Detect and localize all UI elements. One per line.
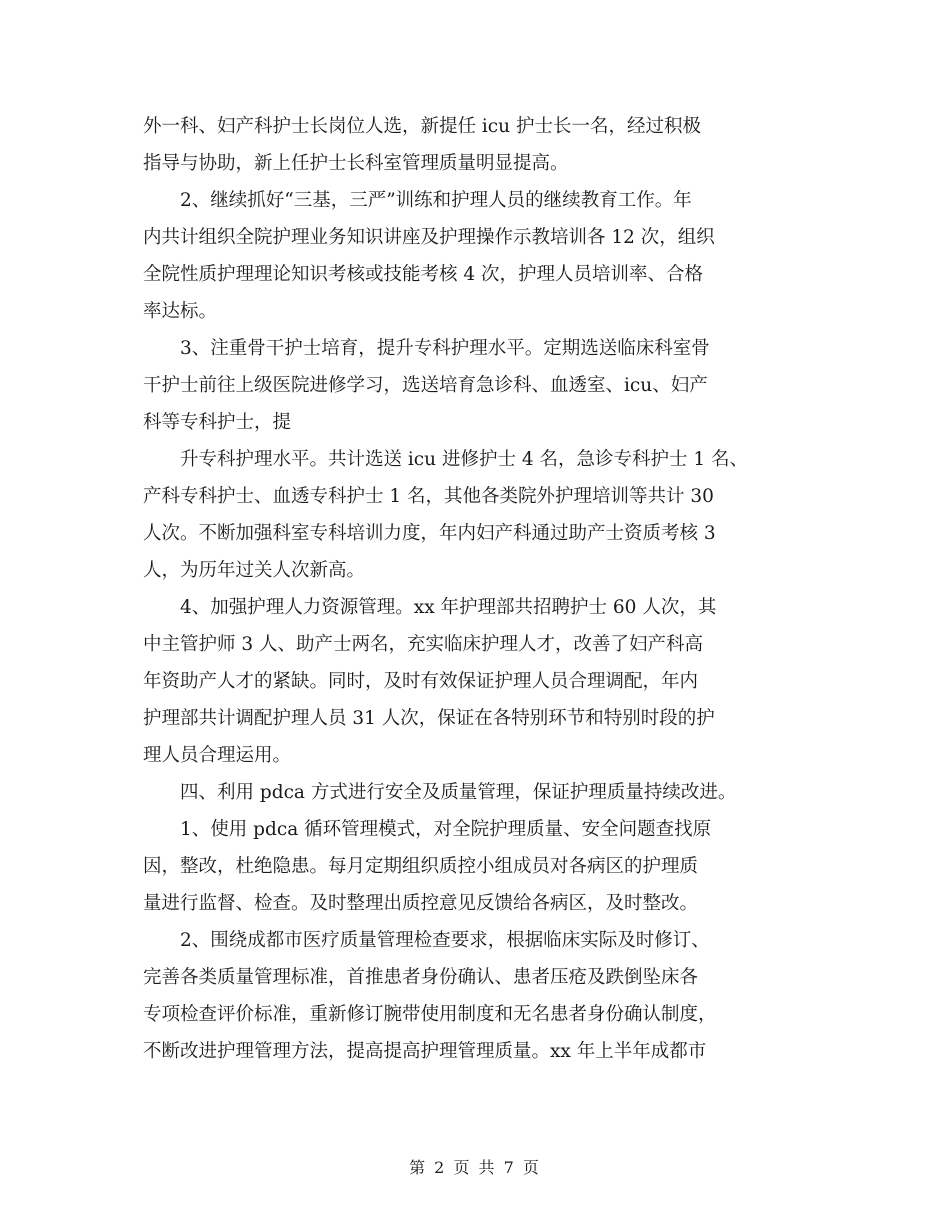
text-line: 干护士前往上级医院进修学习，选送培育急诊科、血透室、icu、妇产 xyxy=(143,375,708,396)
text-line: 内共计组织全院护理业务知识讲座及护理操作示教培训各 12 次，组织 xyxy=(143,227,715,248)
text-line: 科等专科护士，提 xyxy=(143,412,292,433)
paragraph-start-line: 升专科护理水平。共计选送 icu 进修护士 4 名，急诊专科护士 1 名、 xyxy=(180,449,749,470)
page-number: 第 2 页 共 7 页 xyxy=(409,1158,541,1177)
text-line: 专项检查评价标准，重新修订腕带使用制度和无名患者身份确认制度， xyxy=(143,1004,717,1025)
text-line: 人，为历年过关人次新高。 xyxy=(143,560,366,581)
text-line: 全院性质护理理论知识考核或技能考核 4 次，护理人员培训率、合格 xyxy=(143,264,704,285)
text-line: 人次。不断加强科室专科培训力度，年内妇产科通过助产士资质考核 3 xyxy=(143,523,716,544)
text-line: 护理部共计调配护理人员 31 人次，保证在各特别环节和特别时段的护 xyxy=(143,708,715,729)
text-line: 完善各类质量管理标准，首推患者身份确认、患者压疮及跌倒坠床各 xyxy=(143,967,699,988)
text-line: 率达标。 xyxy=(143,301,218,322)
text-line: 产科专科护士、血透专科护士 1 名，其他各类院外护理培训等共计 30 xyxy=(143,486,714,507)
text-line: 中主管护师 3 人、助产士两名，充实临床护理人才，改善了妇产科高 xyxy=(143,634,704,655)
text-line: 指导与协助，新上任护士长科室管理质量明显提高。 xyxy=(143,153,569,174)
paragraph-start-line: 3、注重骨干护士培育，提升专科护理水平。定期选送临床科室骨 xyxy=(180,338,710,359)
paragraph-start-line: 2、围绕成都市医疗质量管理检查要求，根据临床实际及时修订、 xyxy=(180,930,710,951)
text-line: 外一科、妇产科护士长岗位人选，新提任 icu 护士长一名，经过积极 xyxy=(143,116,701,137)
paragraph-start-line: 4、加强护理人力资源管理。xx 年护理部共招聘护士 60 人次，其 xyxy=(180,597,717,618)
text-line: 量进行监督、检查。及时整理出质控意见反馈给各病区，及时整改。 xyxy=(143,893,699,914)
paragraph-start-line: 1、使用 pdca 循环管理模式，对全院护理质量、安全问题查找原 xyxy=(180,819,712,840)
text-line: 年资助产人才的紧缺。同时，及时有效保证护理人员合理调配，年内 xyxy=(143,671,699,692)
text-line: 理人员合理运用。 xyxy=(143,745,292,766)
section-heading: 四、利用 pdca 方式进行安全及质量管理，保证护理质量持续改进。 xyxy=(180,782,737,803)
text-line: 不断改进护理管理方法，提高提高护理管理质量。xx 年上半年成都市 xyxy=(143,1041,707,1062)
text-line: 因，整改，杜绝隐患。每月定期组织质控小组成员对各病区的护理质 xyxy=(143,856,699,877)
paragraph-start-line: 2、继续抓好“三基，三严”训练和护理人员的继续教育工作。年 xyxy=(180,190,692,211)
